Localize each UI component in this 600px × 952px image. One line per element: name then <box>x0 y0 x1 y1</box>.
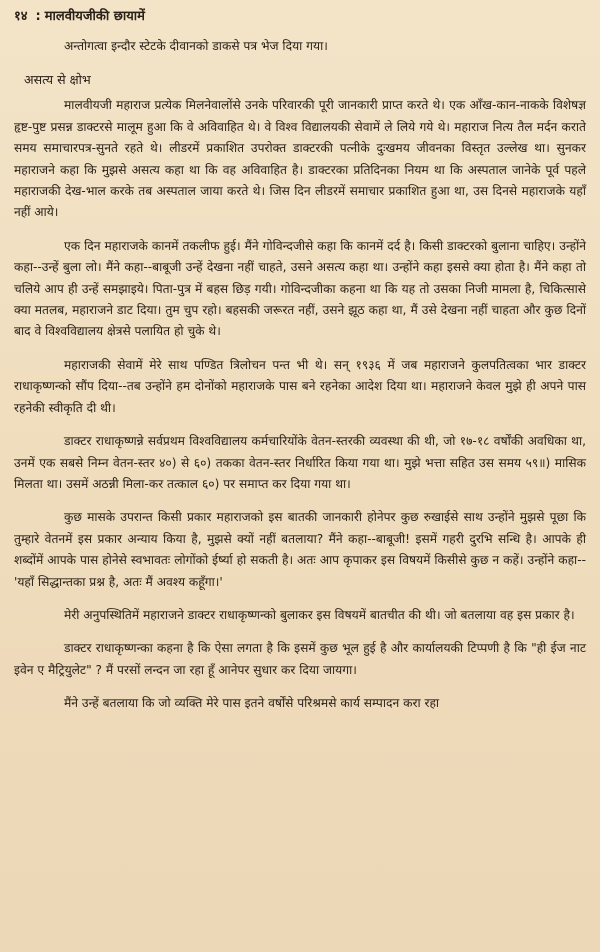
running-title: मालवीयजीकी छायामें <box>44 9 145 24</box>
paragraph: कुछ मासके उपरान्त किसी प्रकार महाराजको इस बातकी जानकारी होनेपर कुछ रुखाईसे साथ उन्होंने मुझसे पूछा कि तुम्हारे वेतनमें इस प्रकार अन्याय किया है, मुझसे क्यों नहीं बतलाया? मैंने कहा--बाबूजी! इसमें गहरी दुरभि सन्धि है। आपके ही शब्दोंमें आपके पास होनेसे स्वभावतः लोगोंको ईर्ष्या हो सकती है। अतः आप कृपाकर इस विषयमें किसीसे कुछ न कहें। उन्होंने कहा--'यहाँ सिद्धान्तका प्रश्न है, अतः मैं अवश्य कहूँगा।' <box>14 510 586 589</box>
paragraph: महाराजकी सेवामें मेरे साथ पण्डित त्रिलोचन पन्त भी थे। सन् १९३६ में जब महाराजने कुलपतित्वका भार डाक्टर राधाकृष्णन्को सौंप दिया--तब उन्होंने हम दोनोंको महाराजके पास बने रहनेका आदेश दिया था। महाराजने केवल मुझे ही अपने पास रहनेकी स्वीकृति दी थी। <box>14 357 586 415</box>
paragraph: डाक्टर राधाकृष्णन्ने सर्वप्रथम विश्वविद्यालय कर्मचारियोंके वेतन-स्तरकी व्यवस्था की थी, जो १७-१८ वर्षोंकी अवधिका था, उनमें एक सबसे निम्न वेतन-स्तर ४०) से ६०) तकका वेतन-स्तर निर्धारित किया गया था। मुझे भत्ता सहित उस समय ५९॥) मासिक मिलता था। उसमें अठन्नी मिला-कर तत्काल ६०) पर समाप्त कर दिया गया था। <box>14 434 586 491</box>
page-header <box>14 6 586 28</box>
paragraph: डाक्टर राधाकृष्णन्का कहना है कि ऐसा लगता है कि इसमें कुछ भूल हुई है और कार्यालयकी टिप्पणी है कि "ही ईज नाट इवेन ए मैट्रियुलेट" ? मैं परसों लन्दन जा रहा हूँ आनेपर सुधार कर दिया जायगा। <box>14 641 586 677</box>
paragraph: एक दिन महाराजके कानमें तकलीफ हुई। मैंने गोविन्दजीसे कहा कि कानमें दर्द है। किसी डाक्टरको बुलाना चाहिए। उन्होंने कहा--उन्हें बुला लो। मैंने कहा--बाबूजी उन्हें देखना नहीं चाहते, उसने असत्य कहा था। उन्होंने कहा इससे क्या होता है। मैंने कहा तो चलिये आप ही उन्हें समझाइये। पिता-पुत्र में बहस छिड़ गयी। गोविन्दजीका कहना था कि यह तो उसका निजी मामला है, चिकित्सासे क्या मतलब, महाराजने डाट दिया। तुम चुप रहो। बहसकी जरूरत नहीं, उसने झूठ कहा था, मैं उसे देखना नहीं चाहता और कुछ दिनों बाद वे विश्वविद्यालय क्षेत्रसे पलायित हो चुके थे। <box>14 238 586 339</box>
paragraph-intro: अन्तोगत्वा इन्दौर स्टेटके दीवानको डाकसे पत्र भेज दिया गया। <box>64 39 328 53</box>
paragraph: मालवीयजी महाराज प्रत्येक मिलनेवालोंसे उनके परिवारकी पूरी जानकारी प्राप्त करते थे। एक आँख-कान-नाकके विशेषज्ञ हृष्ट-पुष्ट प्रसन्न डाक्टरसे मालूम हुआ कि वे अविवाहित थे। वे विश्व विद्यालयकी सेवामें ले लिये गये थे। महाराज नित्य तैल मर्दन कराते समय समाचारपत्र-सुनते रहते थे। लीडरमें प्रकाशित उपरोक्त डाक्टरकी पत्नीके दुःखमय जीवनका विस्तृत उल्लेख था। सुनकर महाराजने कहा कि मुझसे असत्य कहा था कि वह अविवाहित है। डाक्टरका प्रतिदिनका नियम था कि अस्पताल जानेके पूर्व पहले महाराजकी देख-भाल करके तब अस्पताल जाया करते थे। जिस दिन लीडरमें समाचार प्रकाशित हुआ था, उस दिनसे महाराजके यहाँ नहीं आये। <box>14 98 586 220</box>
section-heading: असत्य से क्षोभ <box>24 72 91 88</box>
paragraph: मेरी अनुपस्थितिमें महाराजने डाक्टर राधाकृष्णन्को बुलाकर इस विषयमें बातचीत की थी। जो बतलाया वह इस प्रकार है। <box>64 607 575 622</box>
paragraph-last: मैंने उन्हें बतलाया कि जो व्यक्ति मेरे पास इतने वर्षोंसे परिश्रमसे कार्य सम्पादन करा रहा <box>64 696 440 711</box>
page-number: १४ <box>14 9 28 24</box>
header-separator: : <box>35 9 41 24</box>
